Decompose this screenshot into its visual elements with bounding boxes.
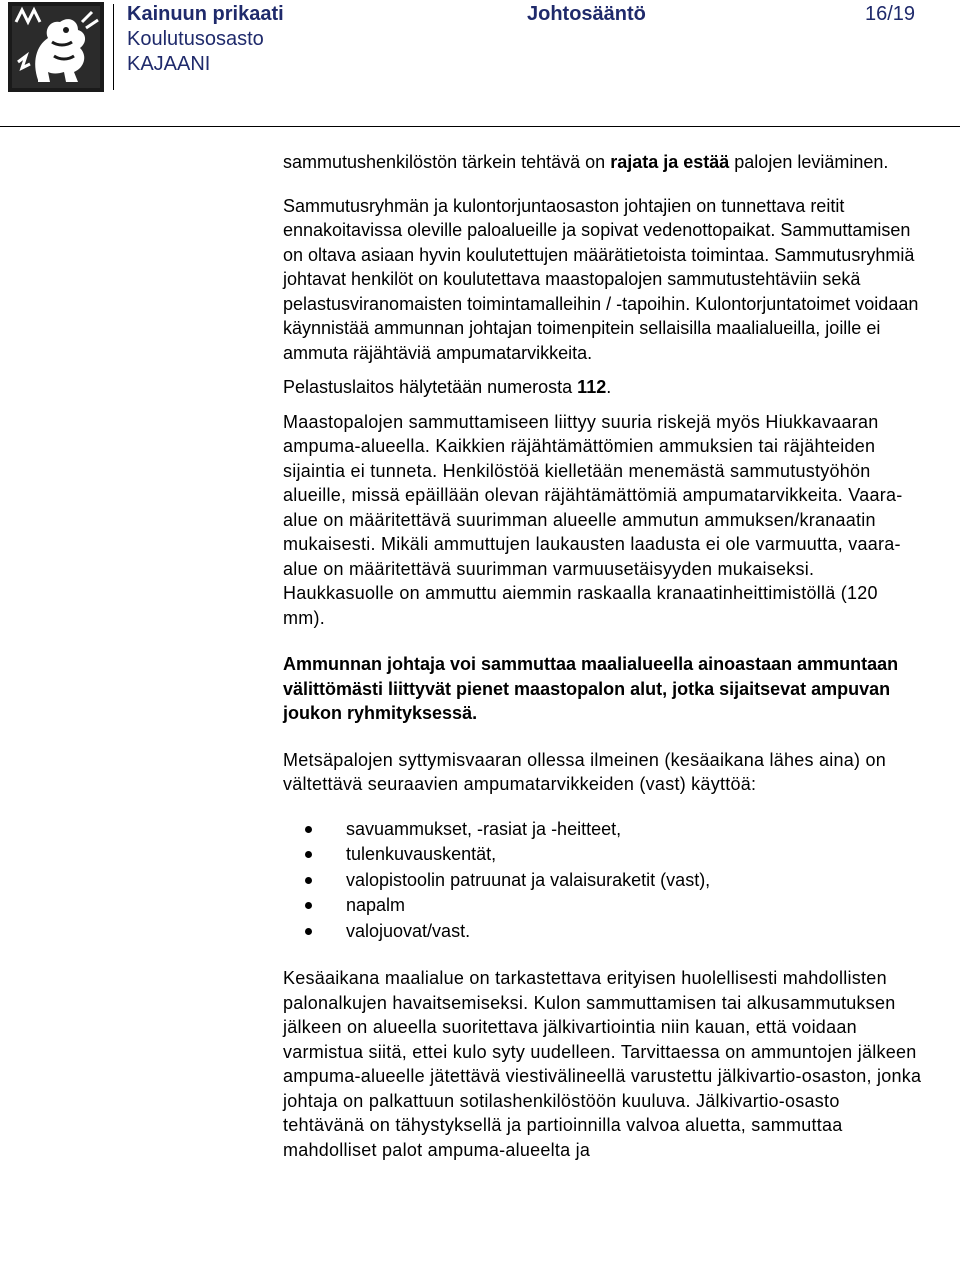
p3-text-pre: Pelastuslaitos hälytetään numerosta bbox=[283, 377, 578, 397]
list-item bbox=[283, 842, 923, 868]
list-item-text: tulenkuvauskentät, bbox=[346, 844, 497, 864]
ammunition-list bbox=[283, 817, 923, 945]
bullet-icon bbox=[305, 826, 312, 833]
lion-coat-of-arms-icon bbox=[8, 2, 104, 92]
emergency-number: 112 bbox=[577, 377, 607, 397]
list-item-text: napalm bbox=[346, 895, 406, 915]
bullet-icon bbox=[305, 902, 312, 909]
list-item-text: valojuovat/vast. bbox=[346, 920, 471, 941]
paragraph-4: Maastopalojen sammuttamiseen liittyy suuria riskejä myös Hiukkavaaran ampuma-alueella. Kaikkien räjähtämättömien ammuksien tai räjähteiden sijaintia ei tunneta. Henkilöstöä kielletään menemästä sammutustyöhön alueille, missä epäillään olevan räjähtämättömiä ampumatarvikkeita. Vaara-alue on määritettävä suurimman alueelle ammutun ammuksen/kranaatin mukaisesti. Mikäli ammuttujen laukausten laadusta ei ole varmuutta, vaara-alue on määritettävä suurimman varmuusetäisyyden mukaiseksi. Haukkasuolle on ammuttu aiemmin raskaalla kranaatinheittimistöllä (120 mm). bbox=[283, 411, 903, 628]
list-item bbox=[283, 868, 923, 894]
paragraph-5-emphasis: Ammunnan johtaja voi sammuttaa maalialueella ainoastaan ammuntaan välittömästi liittyvät pienet maastopalon alut, jotka sijaitsevat ampuvan joukon ryhmityksessä. bbox=[283, 654, 899, 723]
list-item-text: savuammukset, -rasiat ja -heitteet, bbox=[346, 818, 622, 839]
bullet-icon bbox=[305, 851, 312, 858]
header-divider-horizontal bbox=[0, 126, 960, 127]
list-item bbox=[283, 817, 923, 843]
paragraph-6: Metsäpalojen syttymisvaaran ollessa ilmeinen (kesäaikana lähes aina) on vältettävä seuraavien ampumatarvikkeiden (vast) käyttöä: bbox=[283, 749, 887, 794]
list-item-text: valopistoolin patruunat ja valaisuraketit (vast), bbox=[346, 869, 711, 890]
document-title: Johtosääntö bbox=[527, 3, 646, 25]
paragraph-1 bbox=[283, 150, 923, 175]
paragraph-7: Kesäaikana maalialue on tarkastettava erityisen huolellisesti mahdollisten palonalkujen havaitsemiseksi. Kulon sammuttamisen tai alkusammutuksen jälkeen on alueella suoritettava jälkivartiointia niin kauan, että voidaan varmistua siitä, ettei kulo syty uudelleen. Tarvittaessa on ammuntojen jälkeen ampuma-alueelle jätettävä viestivälineellä varustettu jälkivartio-osaston, jonka johtaja on palkattuun sotilashenkilöstöön kuuluva. Jälkivartio-osasto tehtävänä on tähystyksellä ja partioinnilla valvoa aluetta, sammuttaa mahdolliset palot ampuma-alueelta ja bbox=[283, 968, 922, 1160]
header-divider-vertical bbox=[113, 4, 114, 90]
document-body bbox=[283, 150, 923, 1162]
p1-text-pre: sammutushenkilöstön tärkein tehtävä on bbox=[283, 152, 611, 172]
paragraph-3 bbox=[283, 375, 923, 400]
page-number: 16/19 bbox=[865, 3, 916, 25]
list-item bbox=[283, 919, 923, 945]
p1-text-post: palojen leviäminen. bbox=[729, 152, 889, 172]
bullet-icon bbox=[305, 928, 312, 935]
city-name: KAJAANI bbox=[127, 53, 211, 75]
list-item bbox=[283, 893, 923, 919]
header-org-block bbox=[127, 2, 284, 77]
p3-text-post: . bbox=[606, 377, 612, 397]
page-header bbox=[0, 0, 960, 130]
paragraph-2: Sammutusryhmän ja kulontorjuntaosaston johtajien on tunnettava reitit ennakoitavissa oleville paloalueille ja sopivat vedenottopaikat. Sammuttamisen on oltava asiaan hyvin koulutettujen määrätietoista toimintaa. Sammutusryhmiä johtavat henkilöt on koulutettava maastopalojen sammutustehtäviin sekä pelastusviranomaisten toimintamalleihin / -tapoihin. Kulontorjuntatoimet voidaan käynnistää ammunnan johtajan toimenpitein sellaisilla maalialueilla, joille ei ammuta räjähtäviä ampumatarvikkeita. bbox=[283, 195, 919, 363]
org-name: Kainuun prikaati bbox=[127, 3, 284, 25]
bullet-icon bbox=[305, 877, 312, 884]
p1-text-bold: rajata ja estää bbox=[610, 152, 730, 172]
department-name: Koulutusosasto bbox=[127, 28, 264, 50]
